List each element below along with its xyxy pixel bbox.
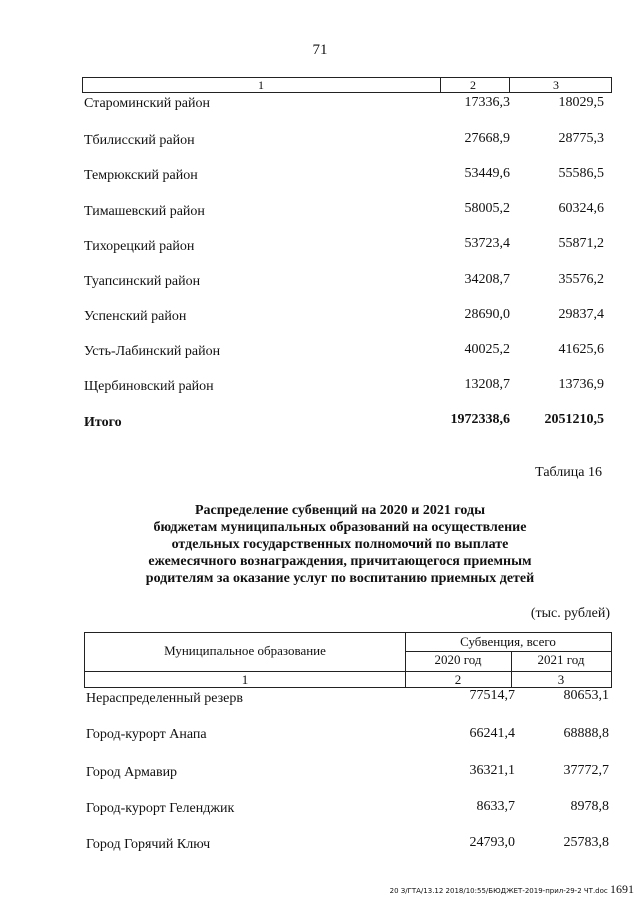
row-value-2020: 27668,9 (464, 131, 510, 146)
row-value-2020: 36321,1 (469, 763, 515, 778)
units-label: (тыс. рублей) (530, 606, 610, 621)
title-line: бюджетам муниципальных образований на осуществление (153, 520, 527, 535)
row-name: Тбилисский район (84, 133, 195, 148)
col-num-1: 1 (241, 672, 249, 687)
total-label: Итого (84, 415, 122, 430)
row-value-2021: 29837,4 (558, 307, 604, 322)
footer (390, 882, 634, 897)
row-name: Староминский район (84, 96, 210, 111)
title-line: ежемесячного вознаграждения, причитающегося приемным (148, 554, 532, 569)
row-name: Город-курорт Анапа (86, 727, 207, 742)
col-num-2: 2 (454, 672, 462, 687)
row-value-2021: 28775,3 (558, 131, 604, 146)
row-name: Нераспределенный резерв (86, 691, 243, 706)
row-name: Туапсинский район (84, 274, 201, 289)
table2-header (84, 632, 612, 688)
row-value-2020: 28690,0 (464, 307, 510, 322)
table1-header-col2: 2 (470, 78, 476, 92)
total-value-2021: 2051210,5 (544, 412, 604, 427)
row-value-2020: 77514,7 (469, 688, 515, 703)
row-value-2021: 25783,8 (563, 835, 609, 850)
col-municipality: Муниципальное образование (164, 643, 326, 658)
table-label: Таблица 16 (535, 465, 602, 480)
row-value-2020: 8633,7 (476, 799, 515, 814)
row-value-2021: 13736,9 (558, 377, 604, 392)
row-value-2020: 53723,4 (464, 236, 510, 251)
row-name: Город-курорт Геленджик (86, 801, 235, 816)
total-value-2020: 1972338,6 (450, 412, 510, 427)
row-name: Тимашевский район (84, 204, 205, 219)
row-value-2021: 80653,1 (563, 688, 609, 703)
row-value-2020: 13208,7 (464, 377, 510, 392)
row-value-2020: 66241,4 (469, 726, 515, 741)
table1-header-row (82, 77, 612, 93)
row-value-2021: 18029,5 (558, 95, 604, 110)
row-value-2021: 68888,8 (563, 726, 609, 741)
row-value-2020: 53449,6 (464, 166, 510, 181)
col-2020: 2020 год (434, 652, 482, 667)
page-number: 71 (312, 42, 328, 58)
title-line: родителям за оказание услуг по воспитанию приемных детей (145, 571, 535, 586)
title-line: Распределение субвенций на 2020 и 2021 годы (195, 503, 485, 518)
title-line: отдельных государственных полномочий по выплате (171, 537, 509, 552)
row-value-2020: 40025,2 (464, 342, 510, 357)
table-title (60, 502, 620, 587)
row-name: Успенский район (84, 309, 187, 324)
row-value-2021: 60324,6 (558, 201, 604, 216)
col-num-3: 3 (557, 672, 565, 687)
row-name: Город Горячий Ключ (86, 837, 211, 852)
row-value-2020: 17336,3 (464, 95, 510, 110)
footer-text: 20 З/ГТА/13.12 2018/10:55/БЮДЖЕТ-2019-прил-29-2 ЧТ.doc (389, 887, 608, 895)
col-subvention: Субвенция, всего (460, 634, 556, 649)
row-name: Темрюкский район (84, 168, 198, 183)
row-value-2020: 58005,2 (464, 201, 510, 216)
table1-header-col3: 3 (553, 78, 559, 92)
row-name: Город Армавир (86, 765, 178, 780)
row-value-2021: 35576,2 (558, 272, 604, 287)
col-2021: 2021 год (537, 652, 585, 667)
row-name: Тихорецкий район (84, 239, 195, 254)
row-name: Щербиновский район (84, 379, 214, 394)
table1-header-col1: 1 (258, 78, 264, 92)
row-value-2021: 8978,8 (570, 799, 609, 814)
footer-page-number: 1691 (610, 882, 634, 896)
row-value-2020: 34208,7 (464, 272, 510, 287)
row-value-2021: 55586,5 (558, 166, 604, 181)
row-value-2020: 24793,0 (469, 835, 515, 850)
row-value-2021: 37772,7 (563, 763, 609, 778)
row-value-2021: 55871,2 (558, 236, 604, 251)
row-name: Усть-Лабинский район (84, 344, 221, 359)
row-value-2021: 41625,6 (558, 342, 604, 357)
